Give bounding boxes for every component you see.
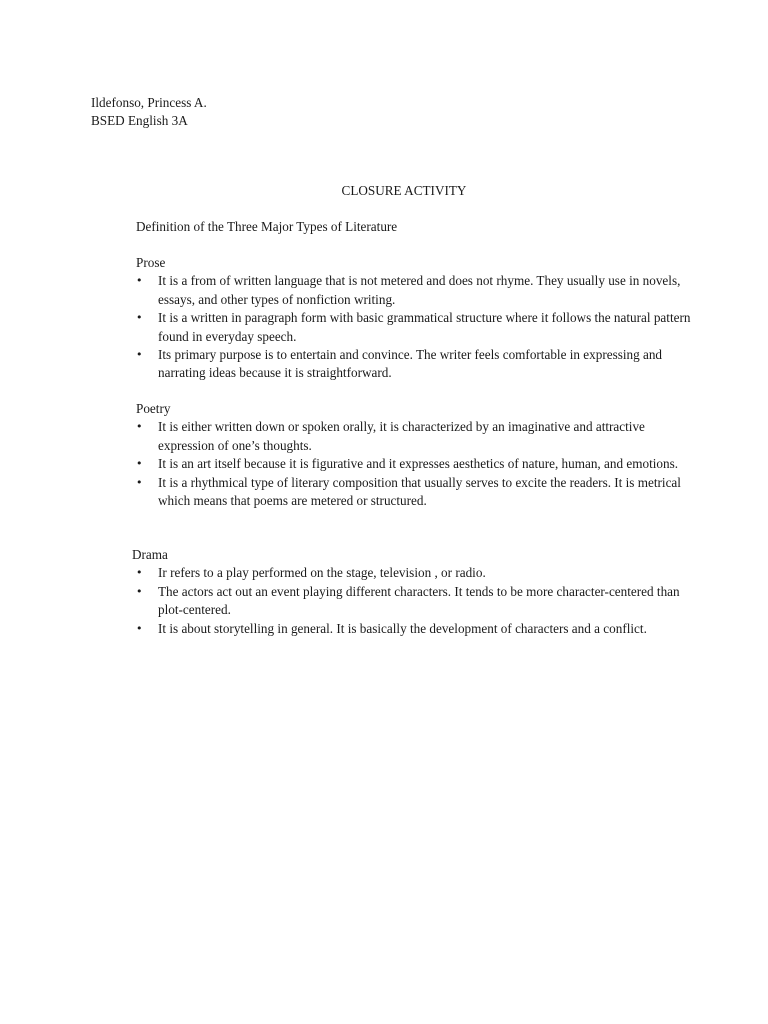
- list-item-text: It is a from of written language that is not metered and does not rhyme. They usually use in novels, essays, and other types of nonfiction writing.: [158, 273, 681, 307]
- section-poetry: [136, 400, 696, 510]
- list-item: [136, 309, 696, 346]
- bullet-icon: •: [136, 348, 143, 362]
- author-header: [91, 94, 207, 131]
- bullet-icon: •: [136, 311, 143, 325]
- bullet-icon: •: [136, 566, 143, 580]
- document-title: CLOSURE ACTIVITY: [341, 183, 467, 198]
- list-item-text: It is a written in paragraph form with basic grammatical structure where it follows the natural pattern found in everyday speech.: [158, 310, 691, 344]
- list-item-text: It is an art itself because it is figurative and it expresses aesthetics of nature, human, and emotions.: [158, 456, 679, 472]
- list-item: [136, 455, 696, 473]
- course-label: BSED English 3A: [91, 113, 188, 129]
- bullet-icon: •: [136, 274, 143, 288]
- bullet-list: [136, 272, 696, 382]
- document-subtitle: Definition of the Three Major Types of Literature: [136, 219, 398, 234]
- list-item: [136, 272, 696, 309]
- section-heading: Poetry: [136, 401, 171, 416]
- author-name: Ildefonso, Princess A.: [91, 95, 207, 110]
- list-item: [136, 564, 692, 582]
- section-drama: [132, 546, 692, 638]
- bullet-icon: •: [136, 420, 143, 434]
- bullet-icon: •: [136, 475, 143, 489]
- section-heading: Drama: [132, 547, 168, 562]
- bullet-list: [136, 418, 696, 510]
- list-item-text: It is a rhythmical type of literary composition that usually serves to excite the readers. It is metrical which means that poems are metered or structured.: [158, 474, 681, 509]
- list-item-text: It is either written down or spoken orally, it is characterized by an imaginative and attractive expression of one’s thoughts.: [158, 419, 645, 453]
- list-item-text: Ir refers to a play performed on the stage, television , or radio.: [158, 565, 486, 581]
- list-item-text: It is about storytelling in general. It is basically the development of characters and a conflict.: [158, 620, 647, 636]
- bullet-list: [132, 564, 692, 638]
- list-item: [136, 418, 696, 455]
- bullet-icon: •: [136, 584, 143, 598]
- list-item: [136, 346, 696, 383]
- bullet-icon: •: [136, 621, 143, 635]
- bullet-icon: •: [136, 457, 143, 471]
- list-item: [136, 474, 696, 511]
- section-heading: Prose: [136, 255, 166, 270]
- list-item-text: The actors act out an event playing different characters. It tends to be more character-centered than plot-centered.: [158, 583, 680, 618]
- list-item-text: Its primary purpose is to entertain and convince. The writer feels comfortable in expressing and narrating ideas because it is straightforward.: [158, 347, 663, 381]
- list-item: [136, 620, 692, 638]
- section-prose: [136, 254, 696, 383]
- list-item: [136, 583, 692, 620]
